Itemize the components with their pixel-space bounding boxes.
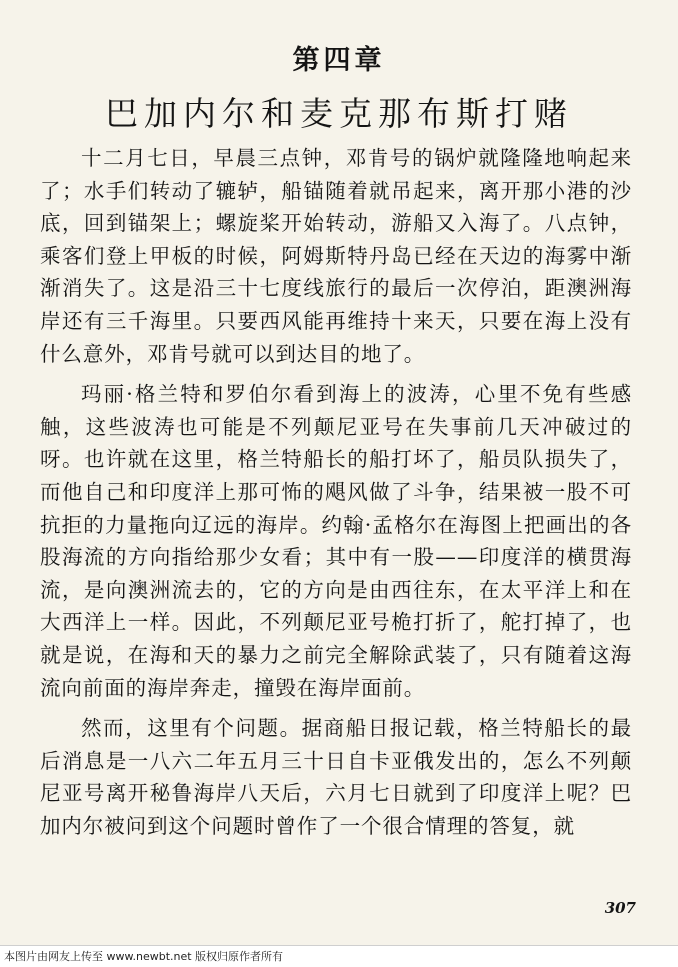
body-text	[40, 142, 632, 850]
paragraph: 玛丽·格兰特和罗伯尔看到海上的波涛，心里不免有些感触，这些波涛也可能是不列颠尼亚号在失事前几天冲破过的呀。也许就在这里，格兰特船长的船打坏了，船员队损失了，而他自己和印度洋上那可怖的飓风做了斗争，结果被一股不可抗拒的力量拖向辽远的海岸。约翰·孟格尔在海图上把画出的各股海流的方向指给那少女看；其中有一股——印度洋的横贯海流，是向澳洲流去的，它的方向是由西往东，在太平洋上和在大西洋上一样。因此，不列颠尼亚号桅打折了，舵打掉了，也就是说，在海和天的暴力之前完全解除武装了，只有随着这海流向前面的海岸奔走，撞毁在海岸面前。	[40, 382, 632, 700]
paragraph: 然而，这里有个问题。据商船日报记载，格兰特船长的最后消息是一八六二年五月三十日自卡亚俄发出的，怎么不列颠尼亚号离开秘鲁海岸八天后，六月七日就到了印度洋上呢？巴加内尔被问到这个问题时曾作了一个很合情理的答复，就	[40, 716, 632, 838]
page-number: 307	[604, 899, 636, 917]
paragraph: 十二月七日，早晨三点钟，邓肯号的锅炉就隆隆地响起来了；水手们转动了辘轳，船锚随着就吊起来，离开那小港的沙底，回到锚架上；螺旋桨开始转动，游船又入海了。八点钟，乘客们登上甲板的时候，阿姆斯特丹岛已经在天边的海雾中渐渐消失了。这是沿三十七度线旅行的最后一次停泊，距澳洲海岸还有三千海里。只要西风能再维持十来天，只要在海上没有什么意外，邓肯号就可以到达目的地了。	[40, 146, 632, 366]
upload-notice-bar	[0, 945, 678, 967]
chapter-number: 第四章	[292, 45, 386, 76]
upload-notice-text: 本图片由网友上传至 www.newbt.net 版权归原作者所有	[4, 950, 284, 963]
chapter-title: 巴加内尔和麦克那布斯打赌	[105, 94, 573, 133]
